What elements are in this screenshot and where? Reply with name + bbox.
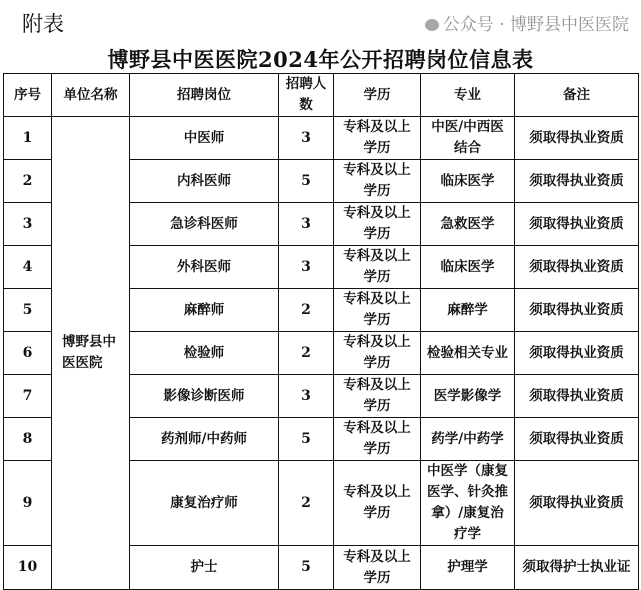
header-major: 专业	[421, 74, 515, 117]
watermark-text: 公众号 · 博野县中医医院	[442, 15, 629, 35]
cell-education: 专科及以上学历	[334, 375, 421, 418]
cell-note: 须取得执业资质	[515, 117, 639, 160]
cell-count: 2	[279, 332, 334, 375]
cell-count: 2	[279, 289, 334, 332]
cell-note: 须取得执业资质	[515, 289, 639, 332]
recruitment-table	[3, 73, 639, 590]
cell-count: 5	[279, 160, 334, 203]
header-note: 备注	[515, 74, 639, 117]
wechat-icon	[425, 19, 439, 31]
cell-no: 8	[4, 418, 52, 461]
cell-position: 药剂师/中药师	[130, 418, 279, 461]
cell-education: 专科及以上学历	[334, 160, 421, 203]
header-education: 学历	[334, 74, 421, 117]
cell-major: 中医/中西医结合	[421, 117, 515, 160]
cell-education: 专科及以上学历	[334, 117, 421, 160]
cell-no: 1	[4, 117, 52, 160]
cell-unit-name: 博野县中医医院	[52, 117, 130, 590]
cell-note: 须取得执业资质	[515, 203, 639, 246]
cell-count: 5	[279, 418, 334, 461]
cell-major: 护理学	[421, 546, 515, 590]
cell-no: 3	[4, 203, 52, 246]
cell-education: 专科及以上学历	[334, 461, 421, 546]
cell-position: 检验师	[130, 332, 279, 375]
cell-education: 专科及以上学历	[334, 546, 421, 590]
cell-major: 临床医学	[421, 160, 515, 203]
cell-major: 检验相关专业	[421, 332, 515, 375]
cell-education: 专科及以上学历	[334, 246, 421, 289]
cell-count: 3	[279, 117, 334, 160]
cell-major: 中医学（康复医学、针灸推拿）/康复治疗学	[421, 461, 515, 546]
cell-count: 5	[279, 546, 334, 590]
cell-count: 3	[279, 246, 334, 289]
cell-note: 须取得执业资质	[515, 461, 639, 546]
cell-major: 医学影像学	[421, 375, 515, 418]
header-no: 序号	[4, 74, 52, 117]
cell-no: 6	[4, 332, 52, 375]
header-count: 招聘人数	[279, 74, 334, 117]
cell-position: 内科医师	[130, 160, 279, 203]
cell-no: 7	[4, 375, 52, 418]
appendix-label: 附表	[22, 12, 64, 36]
cell-position: 护士	[130, 546, 279, 590]
cell-position: 影像诊断医师	[130, 375, 279, 418]
cell-position: 外科医师	[130, 246, 279, 289]
header-unit: 单位名称	[52, 74, 130, 117]
cell-major: 药学/中药学	[421, 418, 515, 461]
cell-education: 专科及以上学历	[334, 418, 421, 461]
cell-no: 10	[4, 546, 52, 590]
cell-position: 中医师	[130, 117, 279, 160]
cell-note: 须取得执业资质	[515, 246, 639, 289]
cell-position: 麻醉师	[130, 289, 279, 332]
cell-major: 麻醉学	[421, 289, 515, 332]
cell-note: 须取得执业资质	[515, 332, 639, 375]
cell-note: 须取得执业资质	[515, 418, 639, 461]
page-title: 博野县中医医院2024年公开招聘岗位信息表	[107, 47, 534, 72]
cell-education: 专科及以上学历	[334, 289, 421, 332]
cell-major: 临床医学	[421, 246, 515, 289]
table-row	[4, 117, 639, 160]
cell-no: 5	[4, 289, 52, 332]
cell-note: 须取得执业资质	[515, 160, 639, 203]
cell-count: 2	[279, 461, 334, 546]
cell-count: 3	[279, 375, 334, 418]
cell-no: 4	[4, 246, 52, 289]
header-position: 招聘岗位	[130, 74, 279, 117]
cell-count: 3	[279, 203, 334, 246]
cell-note: 须取得执业资质	[515, 375, 639, 418]
cell-education: 专科及以上学历	[334, 332, 421, 375]
cell-no: 9	[4, 461, 52, 546]
cell-no: 2	[4, 160, 52, 203]
watermark	[425, 10, 629, 35]
cell-position: 康复治疗师	[130, 461, 279, 546]
cell-note: 须取得护士执业证	[515, 546, 639, 590]
cell-position: 急诊科医师	[130, 203, 279, 246]
table-header-row	[4, 74, 639, 117]
cell-education: 专科及以上学历	[334, 203, 421, 246]
cell-major: 急救医学	[421, 203, 515, 246]
